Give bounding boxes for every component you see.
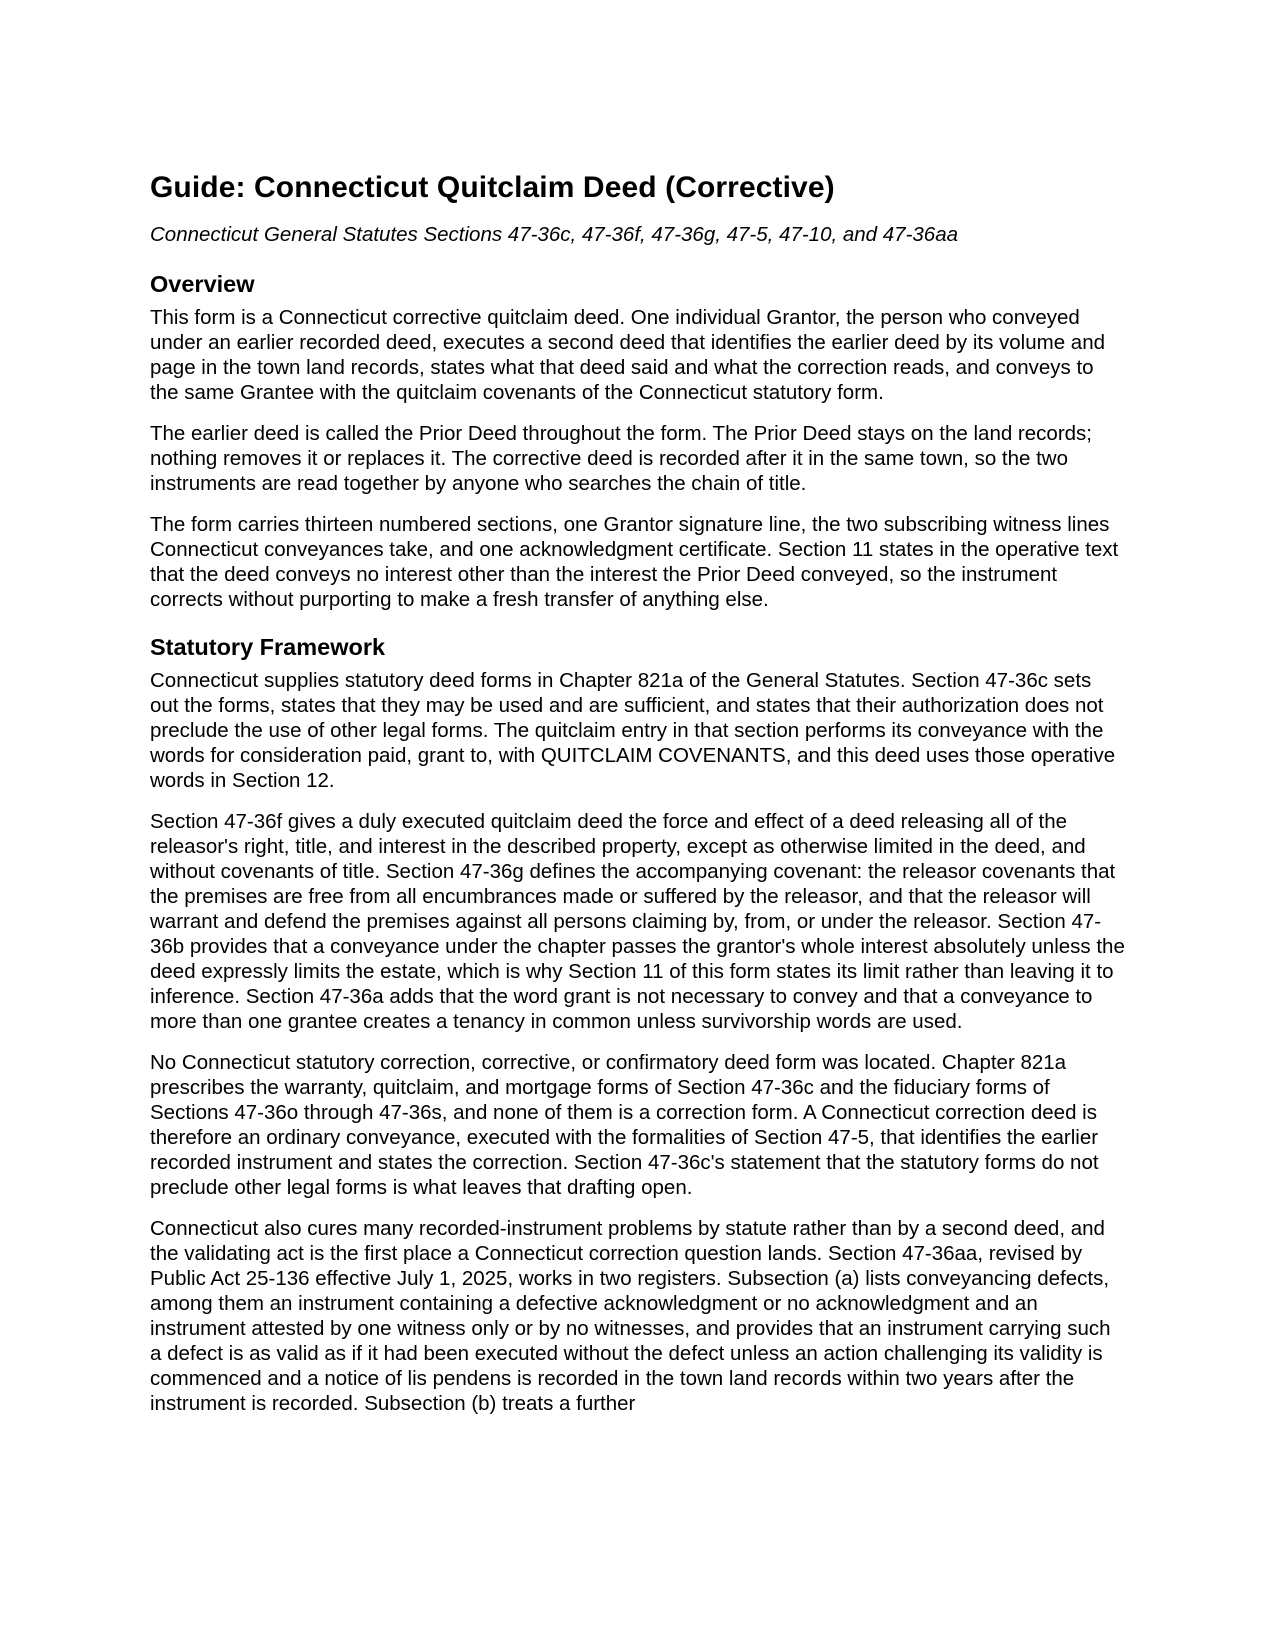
document-page (150, 170, 1125, 1416)
document-title: Guide: Connecticut Quitclaim Deed (Corrective) (150, 171, 835, 204)
overview-paragraph-3: The form carries thirteen numbered sections, one Grantor signature line, the two subscribing witness lines Connecticut conveyances take, and one acknowledgment certificate. Section 11 states in the operative text that the deed conveys no interest other than the interest the Prior Deed conveyed, so the instrument corrects without purporting to make a fresh transfer of anything else. (150, 513, 1119, 611)
section-heading-statutory-framework: Statutory Framework (150, 634, 386, 660)
framework-paragraph-2: Section 47-36f gives a duly executed quitclaim deed the force and effect of a deed releasing all of the releasor's right, title, and interest in the described property, except as otherwise limited in the deed, and without covenants of title. Section 47-36g defines the accompanying covenant: the releasor covenants that the premises are free from all encumbrances made or suffered by the releasor, and that the releasor will warrant and defend the premises against all persons claiming by, from, or under the releasor. Section 47-36b provides that a conveyance under the chapter passes the grantor's whole interest absolutely unless the deed expressly limits the estate, which is why Section 11 of this form states its limit rather than leaving it to inference. Section 47-36a adds that the word grant is not necessary to convey and that a conveyance to more than one grantee creates a tenancy in common unless survivorship words are used. (150, 810, 1125, 1033)
framework-paragraph-4: Connecticut also cures many recorded-instrument problems by statute rather than by a second deed, and the validating act is the first place a Connecticut correction question lands. Section 47-36aa, revised by Public Act 25-136 effective July 1, 2025, works in two registers. Subsection (a) lists conveyancing defects, among them an instrument containing a defective acknowledgment or no acknowledgment and an instrument attested by one witness only or by no witnesses, and provides that an instrument carrying such a defect is as valid as if it had been executed without the defect unless an action challenging its validity is commenced and a notice of lis pendens is recorded in the town land records within two years after the instrument is recorded. Subsection (b) treats a further (150, 1217, 1111, 1415)
section-heading-overview: Overview (150, 271, 255, 297)
overview-paragraph-1: This form is a Connecticut corrective quitclaim deed. One individual Grantor, the person who conveyed under an earlier recorded deed, executes a second deed that identifies the earlier deed by its volume and page in the town land records, states what that deed said and what the correction reads, and conveys to the same Grantee with the quitclaim covenants of the Connecticut statutory form. (150, 306, 1106, 404)
overview-paragraph-2: The earlier deed is called the Prior Deed throughout the form. The Prior Deed stays on the land records; nothing removes it or replaces it. The corrective deed is recorded after it in the same town, so the two instruments are read together by anyone who searches the chain of title. (150, 422, 1092, 495)
framework-paragraph-1: Connecticut supplies statutory deed forms in Chapter 821a of the General Statutes. Section 47-36c sets out the forms, states that they may be used and are sufficient, and states that their authorization does not preclude the use of other legal forms. The quitclaim entry in that section performs its conveyance with the words for consideration paid, grant to, with QUITCLAIM COVENANTS, and this deed uses those operative words in Section 12. (150, 669, 1116, 792)
statute-citation: Connecticut General Statutes Sections 47-36c, 47-36f, 47-36g, 47-5, 47-10, and 47-36aa (150, 223, 958, 246)
framework-paragraph-3: No Connecticut statutory correction, corrective, or confirmatory deed form was located. Chapter 821a prescribes the warranty, quitclaim, and mortgage forms of Section 47-36c and the fiduciary forms of Sections 47-36o through 47-36s, and none of them is a correction form. A Connecticut correction deed is therefore an ordinary conveyance, executed with the formalities of Section 47-5, that identifies the earlier recorded instrument and states the correction. Section 47-36c's statement that the statutory forms do not preclude other legal forms is what leaves that drafting open. (150, 1051, 1099, 1199)
